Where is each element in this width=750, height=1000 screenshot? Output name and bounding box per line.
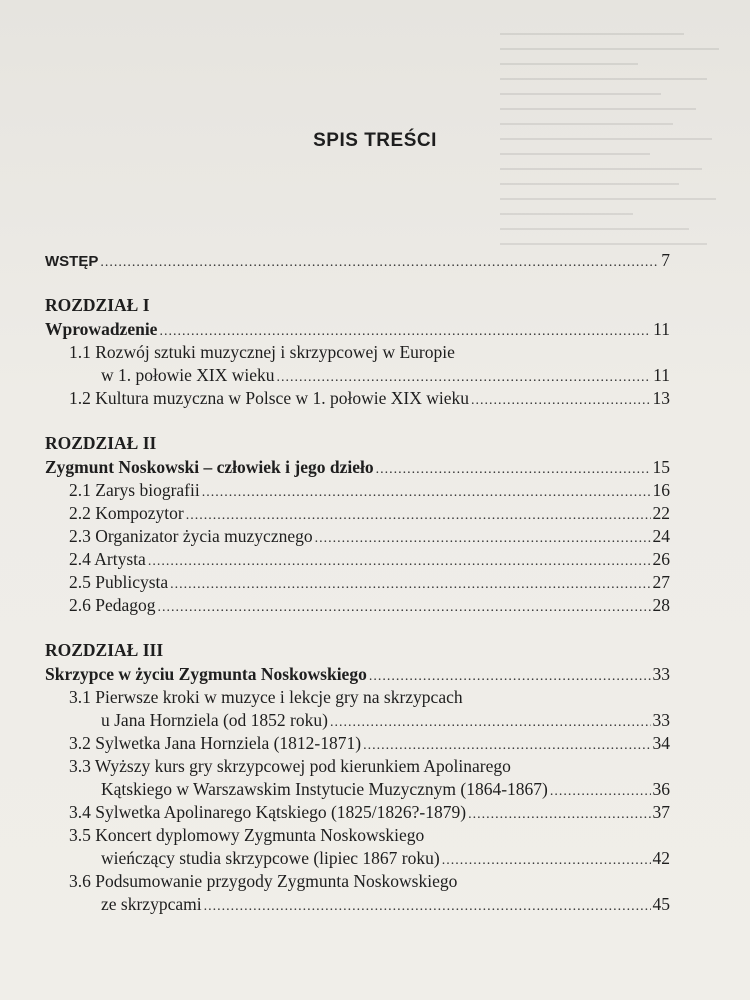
toc-page-number: 27 [652, 572, 670, 592]
table-of-contents [45, 250, 670, 917]
chapter-label: ROZDZIAŁ III [45, 640, 164, 660]
toc-entry-title: 3.3 Wyższy kurs gry skrzypcowej pod kierunkiem Apolinarego [69, 756, 511, 776]
toc-section-entry [45, 710, 670, 733]
toc-page-number: 7 [661, 250, 670, 270]
toc-page-number: 28 [652, 595, 670, 615]
toc-entry-title: 2.5 Publicysta [69, 572, 169, 592]
toc-entry-title: 3.1 Pierwsze kroki w muzyce i lekcje gry na skrzypcach [69, 687, 463, 707]
toc-page-number: 11 [653, 365, 670, 385]
toc-entry-title: 2.3 Organizator życia muzycznego [69, 526, 313, 546]
page-title: SPIS TREŚCI [313, 130, 437, 151]
toc-page-number: 33 [652, 664, 670, 684]
leader-dots [204, 899, 651, 915]
toc-section-entry [45, 848, 670, 871]
toc-page-number: 11 [653, 319, 670, 339]
toc-page-number: 22 [652, 503, 670, 523]
leader-dots [363, 738, 650, 754]
toc-entry-title: 2.4 Artysta [69, 549, 146, 569]
toc-section-entry [45, 503, 670, 526]
chapter-label: ROZDZIAŁ I [45, 295, 150, 315]
leader-dots [369, 669, 651, 685]
toc-page-number: 34 [652, 733, 670, 753]
toc-section-entry [45, 480, 670, 503]
toc-section-entry [45, 779, 670, 802]
leader-dots [277, 370, 652, 386]
toc-section-entry [45, 802, 670, 825]
leader-dots [159, 324, 651, 340]
leader-dots [170, 577, 650, 593]
toc-page-number: 13 [652, 388, 670, 408]
toc-page-number: 33 [652, 710, 670, 730]
toc-entry-title: Zygmunt Noskowski – człowiek i jego dzieło [45, 457, 374, 477]
toc-entry-title: 2.2 Kompozytor [69, 503, 184, 523]
toc-chapter-title [45, 457, 670, 480]
toc-entry-title: u Jana Hornziela (od 1852 roku) [101, 710, 328, 730]
toc-page-number: 36 [652, 779, 670, 799]
toc-entry-title: 1.1 Rozwój sztuki muzycznej i skrzypcowej w Europie [69, 342, 455, 362]
toc-page-number: 37 [652, 802, 670, 822]
toc-page-number: 15 [652, 457, 670, 477]
toc-entry-title: 2.6 Pedagog [69, 595, 156, 615]
toc-entry-title: 3.6 Podsumowanie przygody Zygmunta Noskowskiego [69, 871, 458, 891]
toc-section-entry [45, 365, 670, 388]
leader-dots [550, 784, 651, 800]
toc-section-entry [45, 894, 670, 917]
leader-dots [376, 462, 651, 478]
toc-entry-title: 3.4 Sylwetka Apolinarego Kątskiego (1825/1826?-1879) [69, 802, 467, 822]
toc-page-number: 26 [652, 549, 670, 569]
toc-page-number: 16 [652, 480, 670, 500]
toc-section-entry [45, 595, 670, 618]
toc-section-entry [45, 388, 670, 411]
toc-page-number: 45 [652, 894, 670, 914]
toc-entry-title: 3.5 Koncert dyplomowy Zygmunta Noskowskiego [69, 825, 425, 845]
leader-dots [158, 600, 651, 616]
toc-page-number: 42 [652, 848, 670, 868]
leader-dots [468, 807, 650, 823]
toc-entry-title: 3.2 Sylwetka Jana Hornziela (1812-1871) [69, 733, 362, 753]
toc-entry-intro [45, 250, 670, 273]
leader-dots [148, 554, 651, 570]
toc-entry-title: w 1. połowie XIX wieku [101, 365, 275, 385]
toc-chapter-title [45, 664, 670, 687]
toc-entry-title: Kątskiego w Warszawskim Instytucie Muzycznym (1864-1867) [101, 779, 548, 799]
toc-section-entry [45, 549, 670, 572]
toc-entry-title: Skrzypce w życiu Zygmunta Noskowskiego [45, 664, 367, 684]
toc-section-entry [45, 526, 670, 549]
toc-page-number: 24 [652, 526, 670, 546]
leader-dots [186, 508, 651, 524]
leader-dots [202, 485, 651, 501]
toc-section-entry [45, 572, 670, 595]
toc-entry-title: 1.2 Kultura muzyczna w Polsce w 1. połowie XIX wieku [69, 388, 469, 408]
toc-entry-title: wieńczący studia skrzypcowe (lipiec 1867 roku) [101, 848, 440, 868]
toc-chapter-title [45, 319, 670, 342]
chapter-label: ROZDZIAŁ II [45, 433, 157, 453]
toc-section-entry [45, 733, 670, 756]
leader-dots [471, 393, 651, 409]
leader-dots [442, 853, 651, 869]
toc-entry-title: 2.1 Zarys biografii [69, 480, 200, 500]
leader-dots [330, 715, 651, 731]
toc-entry-title: ze skrzypcami [101, 894, 202, 914]
toc-entry-title: Wprowadzenie [45, 319, 158, 339]
leader-dots [315, 531, 651, 547]
leader-dots [100, 255, 659, 271]
toc-entry-title: WSTĘP [45, 253, 99, 270]
